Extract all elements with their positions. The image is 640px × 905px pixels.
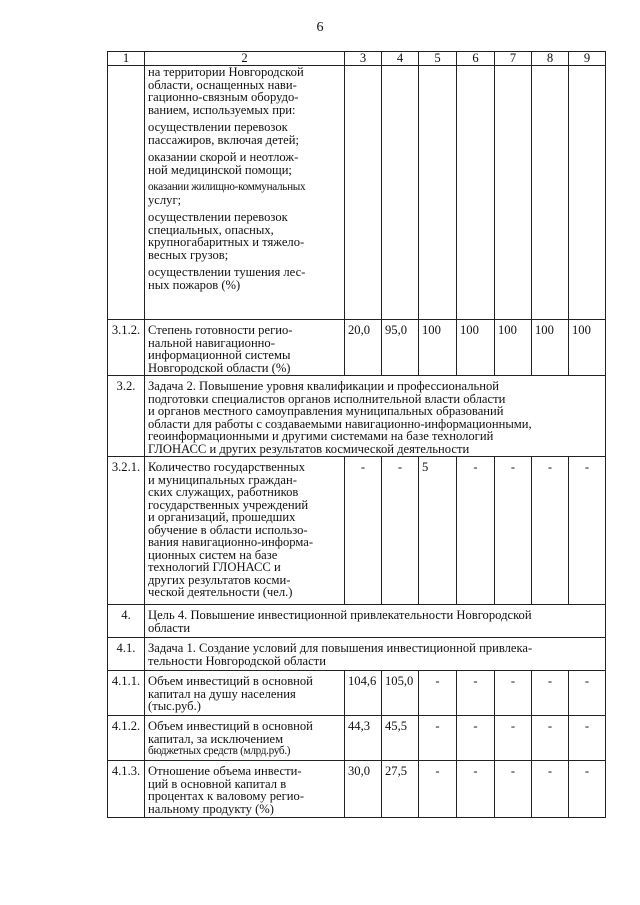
text-line: капитал на душу населения <box>148 686 296 701</box>
text-line: обучение в области использо- <box>148 522 308 537</box>
indicators-table <box>107 51 606 818</box>
value-cell: - <box>569 716 606 761</box>
text-line: капитал, за исключением <box>148 731 284 746</box>
value-cell <box>569 66 606 320</box>
value-cell: 45,5 <box>382 716 419 761</box>
row-number-cell: 4.1. <box>108 638 145 671</box>
table-row <box>108 671 606 716</box>
text-line: процентах к валовому регио- <box>148 789 305 803</box>
text-line: осуществлении тушения лес- <box>148 265 306 279</box>
text-line: Новгородской области (%) <box>148 360 291 375</box>
value-cell: - <box>532 716 569 761</box>
table-row <box>108 716 606 761</box>
value-cell <box>382 66 419 320</box>
value-cell: 104,6 <box>345 671 382 716</box>
table-header-row <box>108 52 606 66</box>
header-cell: 9 <box>569 52 606 66</box>
header-cell: 3 <box>345 52 382 66</box>
task-text-cell <box>145 638 606 671</box>
text-line: и муниципальных граждан- <box>148 472 297 487</box>
row-number-cell: 3.1.2. <box>108 320 145 376</box>
text-paragraph <box>148 66 341 116</box>
text-line: Отношение объема инвести- <box>148 764 302 778</box>
value-cell: - <box>457 671 495 716</box>
text-line: геоинформационными и другими системами на базе технологий <box>148 429 494 443</box>
text-line: государственных учреждений <box>148 497 309 512</box>
text-line: ций в основной капитал в <box>148 776 287 791</box>
row-number-cell: 4.1.3. <box>108 761 145 818</box>
indicator-text-cell <box>145 761 345 818</box>
header-cell: 7 <box>495 52 532 66</box>
text-line: бюджетных средств (млрд.руб.) <box>148 745 291 757</box>
table-row <box>108 376 606 457</box>
indicator-text-cell <box>145 716 345 761</box>
value-cell: - <box>345 457 382 605</box>
text-line: ских служащих, работников <box>148 485 299 499</box>
text-line: области, оснащенных нави- <box>148 77 297 92</box>
text-line: нальной навигационно- <box>148 335 275 350</box>
text-line: осуществлении перевозок <box>148 210 288 224</box>
table-row <box>108 638 606 671</box>
value-cell: - <box>495 457 532 605</box>
text-line: тельности Новгородской области <box>148 653 326 668</box>
value-cell: - <box>457 761 495 818</box>
text-line: Цель 4. Повышение инвестиционной привлекательности Новгородской <box>148 608 532 622</box>
value-cell: - <box>569 457 606 605</box>
row-number-cell: 3.2.1. <box>108 457 145 605</box>
text-line: услуг; <box>148 192 182 207</box>
table-row <box>108 761 606 818</box>
text-paragraph <box>148 151 341 176</box>
value-cell: 100 <box>532 320 569 376</box>
indicator-text-cell <box>145 671 345 716</box>
value-cell <box>495 66 532 320</box>
header-cell: 5 <box>419 52 457 66</box>
value-cell: - <box>532 671 569 716</box>
text-line: ных пожаров (%) <box>148 277 241 292</box>
table-row <box>108 66 606 320</box>
table-row <box>108 320 606 376</box>
value-cell: 100 <box>569 320 606 376</box>
value-cell: - <box>532 761 569 818</box>
value-cell: - <box>457 457 495 605</box>
text-line: гационно-связным оборудо- <box>148 90 299 104</box>
value-cell: - <box>532 457 569 605</box>
value-cell: 44,3 <box>345 716 382 761</box>
text-line: вания навигационно-информа- <box>148 535 314 549</box>
row-number-cell <box>108 66 145 320</box>
value-cell: - <box>495 716 532 761</box>
value-cell: 5 <box>419 457 457 605</box>
value-cell: 30,0 <box>345 761 382 818</box>
indicator-text-cell <box>145 457 345 605</box>
text-line: других результатов косми- <box>148 572 291 587</box>
text-line: технологий ГЛОНАСС и <box>148 560 281 574</box>
table-row <box>108 605 606 638</box>
text-line: Задача 1. Создание условий для повышения инвестиционной привлека- <box>148 641 533 655</box>
value-cell <box>532 66 569 320</box>
text-line: (тыс.руб.) <box>148 699 201 713</box>
header-cell: 1 <box>108 52 145 66</box>
value-cell <box>457 66 495 320</box>
text-line: специальных, опасных, <box>148 222 274 237</box>
text-line: подготовки специалистов органов исполнительной власти области <box>148 391 506 406</box>
text-line: нальному продукту (%) <box>148 801 274 816</box>
text-line: Количество государственных <box>148 460 306 474</box>
text-line: информационной системы <box>148 348 291 362</box>
header-cell: 4 <box>382 52 419 66</box>
text-line: ционных систем на базе <box>148 547 278 562</box>
text-line: Объем инвестиций в основной <box>148 719 313 733</box>
header-cell: 8 <box>532 52 569 66</box>
text-line: и организаций, прошедших <box>148 510 296 524</box>
value-cell: - <box>495 671 532 716</box>
value-cell: - <box>419 716 457 761</box>
indicator-text-cell <box>145 66 345 320</box>
row-number-cell: 4.1.2. <box>108 716 145 761</box>
text-line: Задача 2. Повышение уровня квалификации и профессиональной <box>148 379 500 393</box>
text-line: на территории Новгородской <box>148 65 304 79</box>
value-cell: - <box>495 761 532 818</box>
value-cell: - <box>457 716 495 761</box>
value-cell: - <box>419 671 457 716</box>
text-line: Объем инвестиций в основной <box>148 674 313 688</box>
page-number: 6 <box>316 20 324 35</box>
text-line: ческой деятельности (чел.) <box>148 585 293 599</box>
value-cell: 95,0 <box>382 320 419 376</box>
text-line: ной медицинской помощи; <box>148 162 292 177</box>
value-cell: 100 <box>495 320 532 376</box>
value-cell: - <box>419 761 457 818</box>
row-number-cell: 3.2. <box>108 376 145 457</box>
table-row <box>108 457 606 605</box>
value-cell: 100 <box>419 320 457 376</box>
header-cell: 2 <box>145 52 345 66</box>
text-line: ГЛОНАСС и других результатов космической деятельности <box>148 441 470 456</box>
text-line: оказании скорой и неотлож- <box>148 150 299 164</box>
value-cell: - <box>382 457 419 605</box>
text-line: и органов местного самоуправления муниципальных образований <box>148 404 504 418</box>
text-paragraph <box>148 121 341 146</box>
text-line: Степень готовности регио- <box>148 323 293 337</box>
value-cell <box>345 66 382 320</box>
text-line: весных грузов; <box>148 247 229 262</box>
text-paragraph <box>148 266 341 291</box>
value-cell <box>419 66 457 320</box>
text-line: пассажиров, включая детей; <box>148 132 300 147</box>
goal-text-cell <box>145 605 606 638</box>
text-line: области <box>148 620 191 635</box>
task-text-cell <box>145 376 606 457</box>
text-line: области для работы с создаваемыми навигационно-информационными, <box>148 416 532 431</box>
value-cell: - <box>569 671 606 716</box>
value-cell: 100 <box>457 320 495 376</box>
text-line: ванием, используемых при: <box>148 102 296 117</box>
text-paragraph <box>148 181 341 206</box>
header-cell: 6 <box>457 52 495 66</box>
text-line: оказании жилищно-коммунальных <box>148 181 306 193</box>
value-cell: 27,5 <box>382 761 419 818</box>
row-number-cell: 4.1.1. <box>108 671 145 716</box>
row-number-cell: 4. <box>108 605 145 638</box>
indicator-text-cell <box>145 320 345 376</box>
value-cell: - <box>569 761 606 818</box>
value-cell: 20,0 <box>345 320 382 376</box>
text-line: осуществлении перевозок <box>148 120 288 134</box>
text-paragraph <box>148 211 341 261</box>
text-line: крупногабаритных и тяжело- <box>148 235 305 249</box>
value-cell: 105,0 <box>382 671 419 716</box>
